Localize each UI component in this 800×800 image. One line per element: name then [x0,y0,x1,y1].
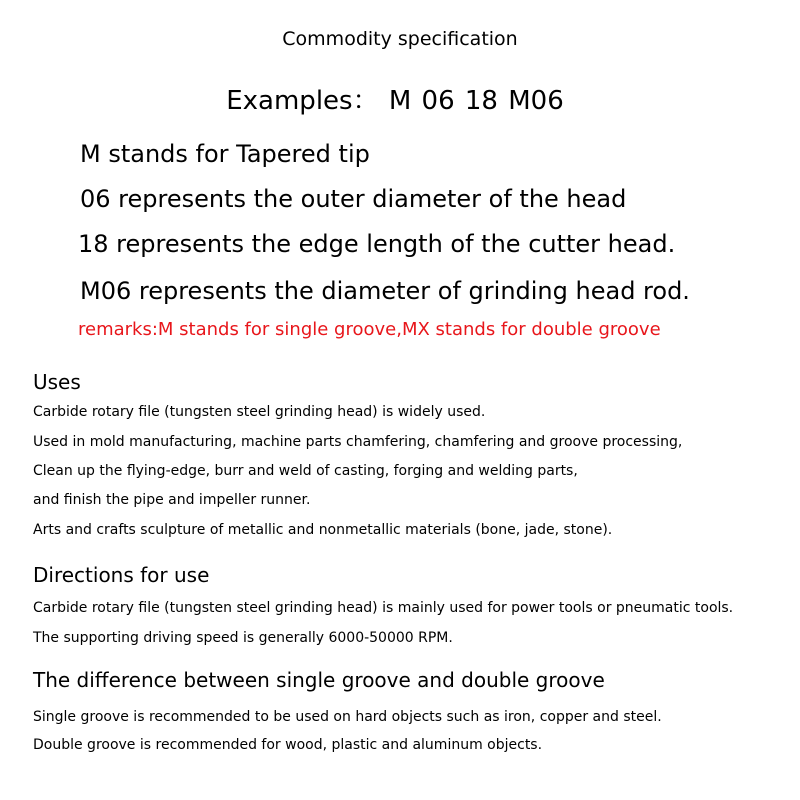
spec-line-outer-diameter: 06 represents the outer diameter of the head [80,185,627,213]
page-title: Commodity specification [282,28,518,50]
difference-line: Single groove is recommended to be used on hard objects such as iron, copper and steel. [33,709,662,725]
difference-heading: The difference between single groove and double groove [33,668,605,692]
directions-line: Carbide rotary file (tungsten steel grinding head) is mainly used for power tools or pneumatic tools. [33,600,734,616]
spec-line-rod-diameter: M06 represents the diameter of grinding head rod. [80,277,690,305]
uses-line: and finish the pipe and impeller runner. [33,492,311,508]
uses-line: Arts and crafts sculpture of metallic and nonmetallic materials (bone, jade, stone). [33,522,613,538]
spec-line-edge-length: 18 represents the edge length of the cutter head. [78,230,676,258]
uses-heading: Uses [33,370,81,394]
spec-line-tapered-tip: M stands for Tapered tip [80,140,370,168]
uses-line: Clean up the flying-edge, burr and weld of casting, forging and welding parts, [33,463,578,479]
uses-line: Used in mold manufacturing, machine parts chamfering, chamfering and groove processing, [33,434,683,450]
examples-line: Examples： M 06 18 M06 [226,86,564,116]
uses-line: Carbide rotary file (tungsten steel grinding head) is widely used. [33,404,486,420]
difference-line: Double groove is recommended for wood, plastic and aluminum objects. [33,737,543,753]
remark-text: remarks:M stands for single groove,MX stands for double groove [78,319,661,340]
directions-heading: Directions for use [33,563,210,587]
directions-line: The supporting driving speed is generally 6000-50000 RPM. [33,630,453,646]
